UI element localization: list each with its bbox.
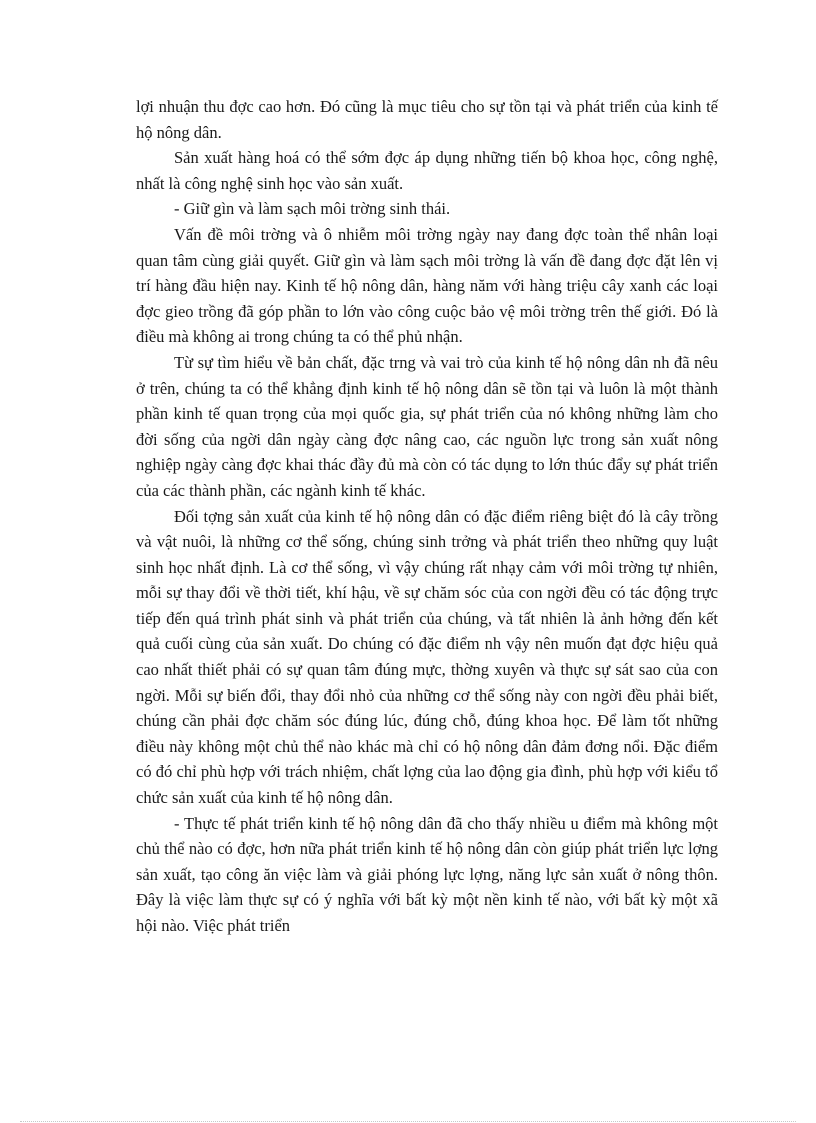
paragraph: Từ sự tìm hiểu về bản chất, đặc trng và vai trò của kinh tế hộ nông dân nh đã nêu ở trên, chúng ta có thể khẳng định kinh tế hộ nông dân sẽ tồn tại và luôn là một thành phần kinh tế quan trọng của mọi quốc gia, sự phát triển của nó không những làm cho đời sống của ngời dân ngày càng đợc nâng cao, các nguồn lực trong sản xuất nông nghiệp ngày càng đợc khai thác đầy đủ mà còn có tác dụng to lớn thúc đẩy sự phát triển của các thành phần, các ngành kinh tế khác.	[136, 352, 718, 500]
page-bottom-border	[20, 1121, 796, 1122]
paragraph: Vấn đề môi trờng và ô nhiễm môi trờng ngày nay đang đợc toàn thể nhân loại quan tâm cùng giải quyết. Giữ gìn và làm sạch môi trờng là vấn đề đang đợc đặt lên vị trí hàng đầu hiện nay. Kinh tế hộ nông dân, hàng năm với hàng triệu cây xanh các loại đợc gieo trồng đã góp phần to lớn vào công cuộc bảo vệ môi trờng trên thế giới. Đó là điều mà không ai trong chúng ta có thể phủ nhận.	[136, 224, 718, 347]
bullet-heading: - Giữ gìn và làm sạch môi trờng sinh thái.	[174, 199, 451, 219]
paragraph: Đối tợng sản xuất của kinh tế hộ nông dân có đặc điểm riêng biệt đó là cây trồng và vật nuôi, là những cơ thể sống, chúng sinh trởng và phát triển theo những quy luật sinh học nhất định. Là cơ thể sống, vì vậy chúng rất nhạy cảm với môi trờng tự nhiên, mỗi sự thay đổi về thời tiết, khí hậu, về sự chăm sóc của con ngời đều có tác động trực tiếp đến quá trình phát sinh và phát triển của chúng, và tất nhiên là ảnh hởng đến kết quả cuối cùng của sản xuất. Do chúng có đặc điểm nh vậy nên muốn đạt đợc hiệu quả cao nhất thiết phải có sự quan tâm đúng mực, thờng xuyên và thực sự sát sao của con ngời. Mỗi sự biến đổi, thay đổi nhỏ của những cơ thể sống này con ngời đều phải biết, chúng cần phải đợc chăm sóc đúng lúc, đúng chỗ, đúng khoa học. Để làm tốt những điều này không một chủ thể nào khác mà chỉ có hộ nông dân đảm đơng nổi. Đặc điểm có đó chỉ phù hợp với trách nhiệm, chất lợng của lao động gia đình, phù hợp với kiểu tổ chức sản xuất của kinh tế hộ nông dân.	[136, 506, 718, 808]
paragraph: - Thực tế phát triển kinh tế hộ nông dân đã cho thấy nhiều u điểm mà không một chủ thể nào có đợc, hơn nữa phát triển kinh tế hộ nông dân còn giúp phát triển lực lợng sản xuất, tạo công ăn việc làm và giải phóng lực lợng, năng lực sản xuất ở nông thôn. Đây là việc làm thực sự có ý nghĩa với bất kỳ một nền kinh tế nào, với bất kỳ một xã hội nào. Việc phát triển	[136, 813, 718, 935]
paragraph: Sản xuất hàng hoá có thể sớm đợc áp dụng những tiến bộ khoa học, công nghệ, nhất là công nghệ sinh học vào sản xuất.	[136, 148, 718, 193]
body-text	[136, 94, 718, 939]
paragraph-continuation: lợi nhuận thu đợc cao hơn. Đó cũng là mục tiêu cho sự tồn tại và phát triển của kinh tế hộ nông dân.	[136, 97, 718, 142]
